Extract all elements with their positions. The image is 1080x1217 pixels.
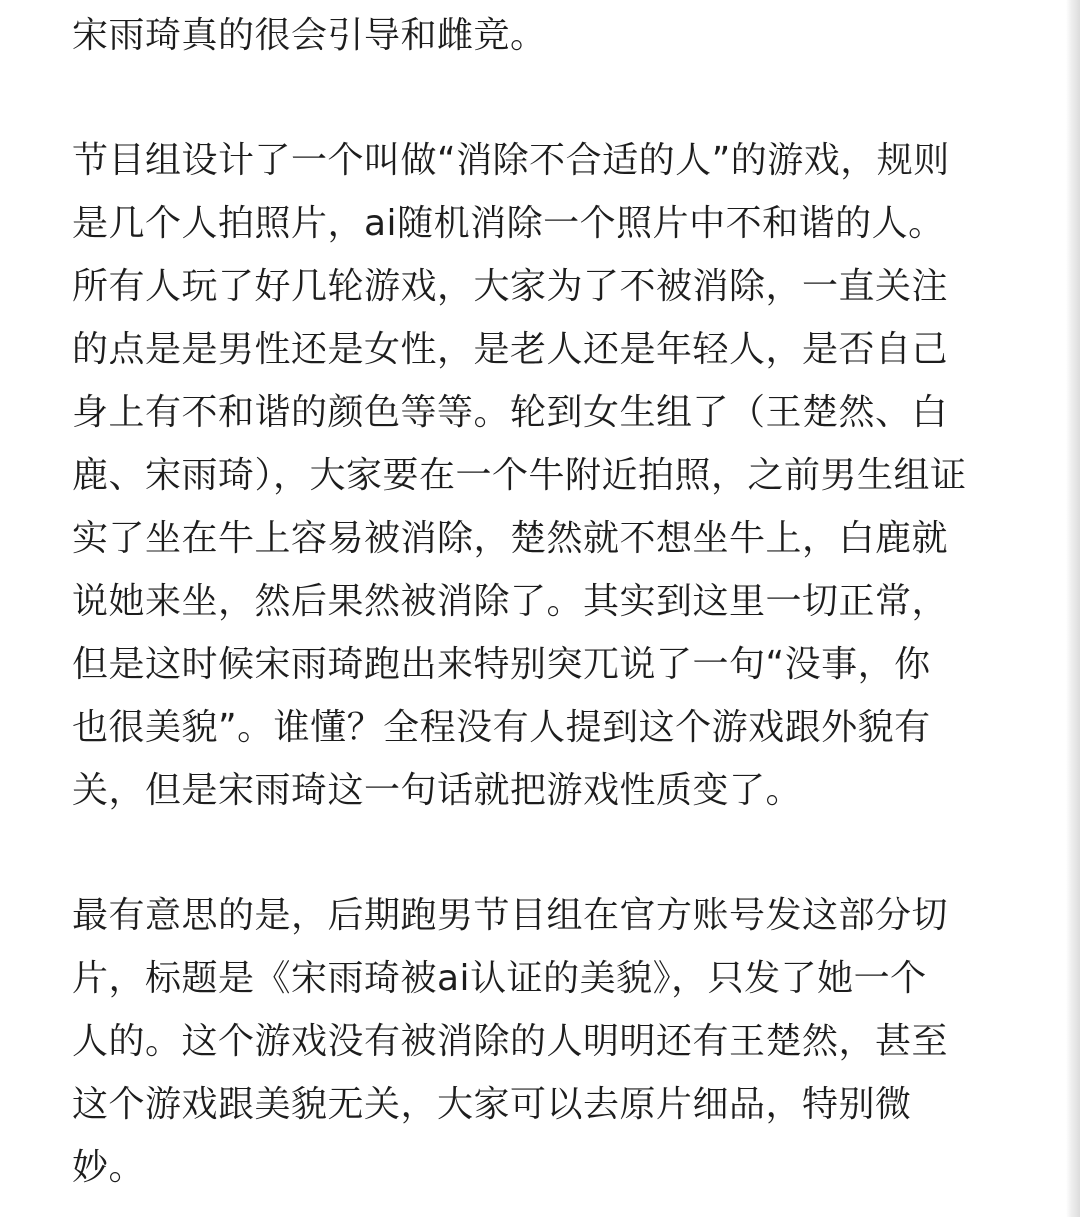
paragraph-2-line-6: 鹿、宋雨琦），大家要在一个牛附近拍照，之前男生组证 [72,455,967,496]
paragraph-2-line-8: 说她来坐，然后果然被消除了。其实到这里一切正常， [72,581,949,622]
paragraph-2-line-3: 所有人玩了好几轮游戏，大家为了不被消除，一直关注 [72,266,949,307]
paragraph-3-line-5: 妙。 [72,1147,146,1188]
paragraph-2-line-4: 的点是是男性还是女性，是老人还是年轻人，是否自己 [72,329,949,370]
paragraph-2-line-10: 也很美貌”。谁懂？全程没有人提到这个游戏跟外貌有 [72,707,931,748]
paragraph-2-line-1: 节目组设计了一个叫做“消除不合适的人”的游戏，规则 [72,140,950,181]
paragraph-3-line-2: 片，标题是《宋雨琦被ai认证的美貌》，只发了她一个 [72,958,927,999]
paragraph-3-line-4: 这个游戏跟美貌无关，大家可以去原片细品，特别微 [72,1084,912,1125]
paragraph-2-line-7: 实了坐在牛上容易被消除，楚然就不想坐牛上，白鹿就 [72,518,949,559]
paragraph-2-line-9: 但是这时候宋雨琦跑出来特别突兀说了一句“没事，你 [72,644,931,685]
paragraph-3-line-1: 最有意思的是，后期跑男节目组在官方账号发这部分切 [72,895,949,936]
paragraph-2-line-2: 是几个人拍照片，ai随机消除一个照片中不和谐的人。 [72,203,945,244]
page-right-edge [1066,0,1080,1217]
paragraph-1-line-1: 宋雨琦真的很会引导和雌竞。 [72,15,547,56]
paragraph-2-line-11: 关，但是宋雨琦这一句话就把游戏性质变了。 [72,770,803,811]
paragraph-3-line-3: 人的。这个游戏没有被消除的人明明还有王楚然，甚至 [72,1021,949,1062]
paragraph-2-line-5: 身上有不和谐的颜色等等。轮到女生组了（王楚然、白 [72,392,949,433]
